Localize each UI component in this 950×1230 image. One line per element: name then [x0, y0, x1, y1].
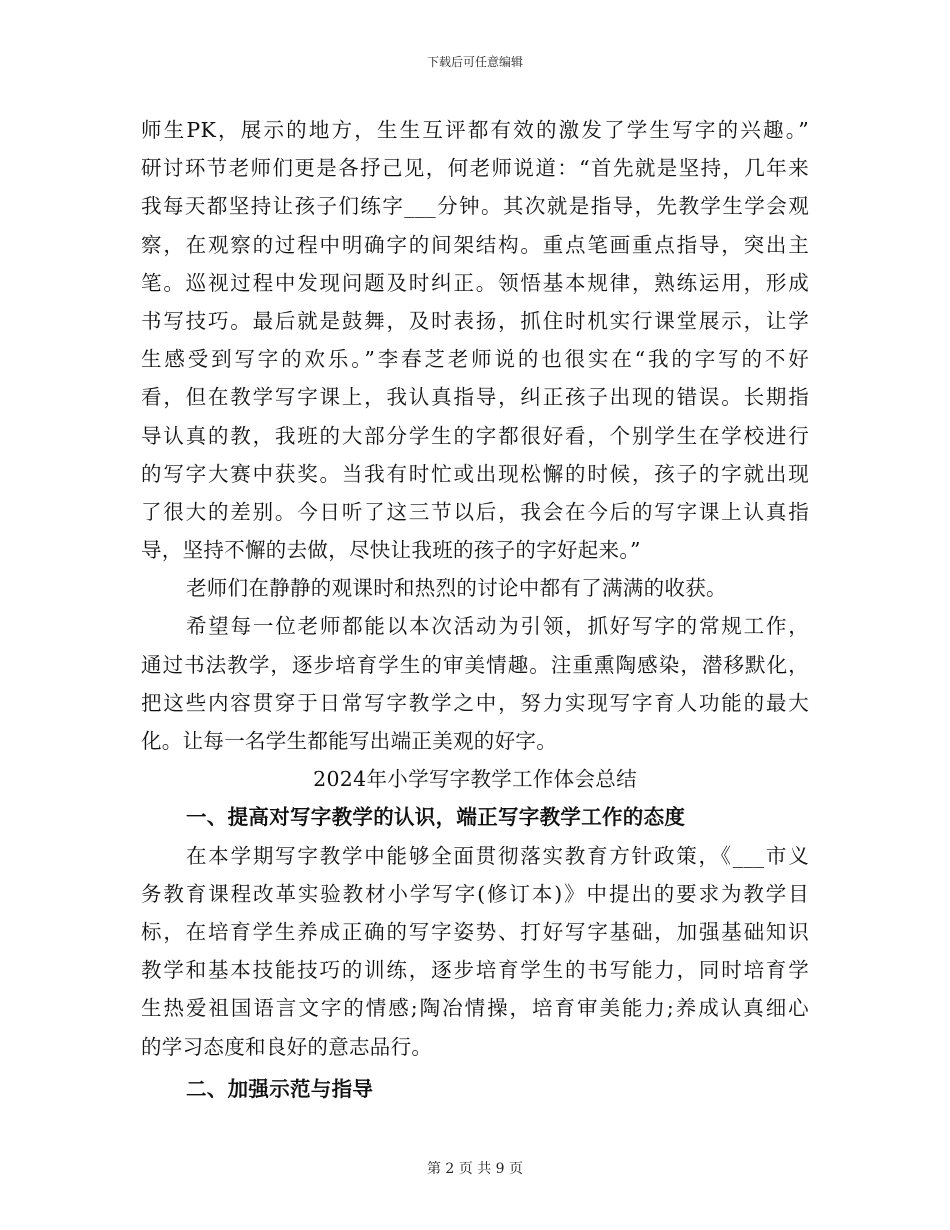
text-line: 生热爱祖国语言文字的情感;陶冶情操，培育审美能力;养成认真细心 — [141, 996, 809, 1021]
page-number: 第 2 页 共 9 页 — [426, 1161, 524, 1177]
text-line: 务教育课程改革实验教材小学写字(修订本)》中提出的要求为教学目 — [141, 881, 809, 906]
text-line: 化。让每一名学生都能写出端正美观的好字。 — [141, 729, 557, 753]
text-line: 生感受到写字的欢乐。”李春芝老师说的也很实在“我的字写的不好 — [141, 347, 809, 372]
section-heading-2: 二、加强示范与指导 — [186, 1076, 374, 1101]
text-line: 导，坚持不懈的去做，尽快让我班的孩子的字好起来。” — [141, 538, 641, 563]
text-line: 在本学期写字教学中能够全面贯彻落实教育方针政策，《___市义 — [186, 843, 809, 868]
text-line: 了很大的差别。今日听了这三节以后，我会在今后的写字课上认真指 — [141, 499, 809, 524]
text-line: 研讨环节老师们更是各抒己见，何老师说道：“首先就是坚持，几年来 — [141, 156, 809, 181]
text-line: 教学和基本技能技巧的训练，逐步培育学生的书写能力，同时培育学 — [141, 958, 809, 983]
document-title: 2024年小学写字教学工作体会总结 — [313, 767, 637, 792]
text-line: 看，但在教学写字课上，我认真指导，纠正孩子出现的错误。长期指 — [141, 385, 809, 410]
text-line: 笔。巡视过程中发现问题及时纠正。领悟基本规律，熟练运用，形成 — [141, 270, 809, 295]
text-line: 察，在观察的过程中明确字的间架结构。重点笔画重点指导，突出主 — [141, 232, 809, 257]
text-line: 我每天都坚持让孩子们练字___分钟。其次就是指导，先教学生学会观 — [141, 194, 809, 219]
text-line: 的学习态度和良好的意志品行。 — [141, 1034, 433, 1059]
text-line: 通过书法教学，逐步培育学生的审美情趣。注重熏陶感染，潜移默化， — [141, 652, 809, 677]
text-line: 把这些内容贯穿于日常写字教学之中，努力实现写字育人功能的最大 — [141, 690, 809, 715]
text-line: 的写字大赛中获奖。当我有时忙或出现松懈的时候，孩子的字就出现 — [141, 461, 809, 486]
text-line: 书写技巧。最后就是鼓舞，及时表扬，抓住时机实行课堂展示，让学 — [141, 308, 809, 333]
section-heading-1: 一、提高对写字教学的认识，端正写字教学工作的态度 — [186, 805, 686, 830]
text-line: 师生PK，展示的地方，生生互评都有效的激发了学生写字的兴趣。” — [141, 118, 809, 142]
document-body — [141, 111, 809, 1108]
text-line: 导认真的教，我班的大部分学生的字都很好看，个别学生在学校进行 — [141, 423, 809, 448]
paragraph-summary: 老师们在静静的观课时和热烈的讨论中都有了满满的收获。 — [186, 576, 727, 601]
text-line: 标，在培育学生养成正确的写字姿势、打好写字基础，加强基础知识 — [141, 919, 809, 944]
header-note: 下载后可任意编辑 — [426, 55, 523, 69]
text-line: 希望每一位老师都能以本次活动为引领，抓好写字的常规工作， — [186, 614, 809, 639]
